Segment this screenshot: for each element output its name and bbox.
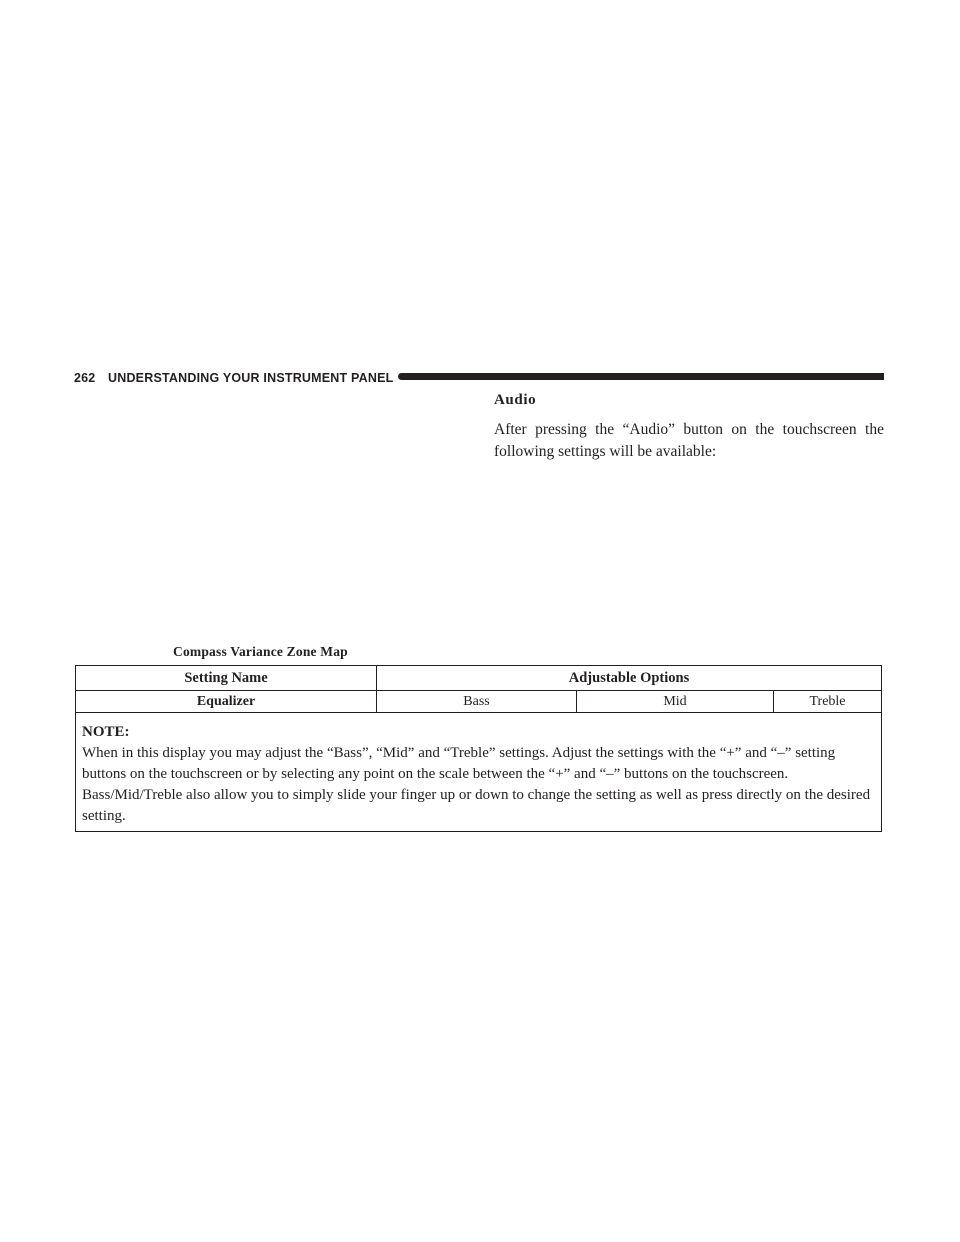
figure-caption: Compass Variance Zone Map bbox=[173, 644, 348, 659]
note-label: NOTE: bbox=[82, 724, 130, 740]
setting-name-cell: Equalizer bbox=[76, 691, 377, 713]
option-cell: Mid bbox=[577, 691, 774, 713]
page-number: 262 bbox=[74, 371, 96, 385]
note-row bbox=[76, 713, 882, 832]
table-row bbox=[76, 691, 882, 713]
option-cell: Bass bbox=[377, 691, 577, 713]
page-header bbox=[74, 370, 884, 386]
table-header-row bbox=[76, 666, 882, 691]
option-cell: Treble bbox=[774, 691, 882, 713]
settings-table bbox=[75, 665, 882, 832]
audio-paragraph: After pressing the “Audio” button on the touchscreen the following settings will be available: bbox=[494, 421, 884, 460]
header-rule bbox=[398, 373, 884, 380]
header-setting-name: Setting Name bbox=[76, 666, 377, 691]
note-text: When in this display you may adjust the “Bass”, “Mid” and “Treble” settings. Adjust the settings with the “+” and “–” setting buttons on the touchscreen or by selecting any point on the scale between the “+” and “–” buttons on the touchscreen. Bass/Mid/Treble also allow you to simply slide your finger up or down to change the setting as well as press directly on the desired setting. bbox=[82, 745, 871, 824]
audio-heading: Audio bbox=[494, 392, 537, 408]
header-adjustable-options: Adjustable Options bbox=[377, 666, 882, 691]
section-title: UNDERSTANDING YOUR INSTRUMENT PANEL bbox=[108, 371, 394, 385]
note-cell bbox=[76, 713, 882, 832]
